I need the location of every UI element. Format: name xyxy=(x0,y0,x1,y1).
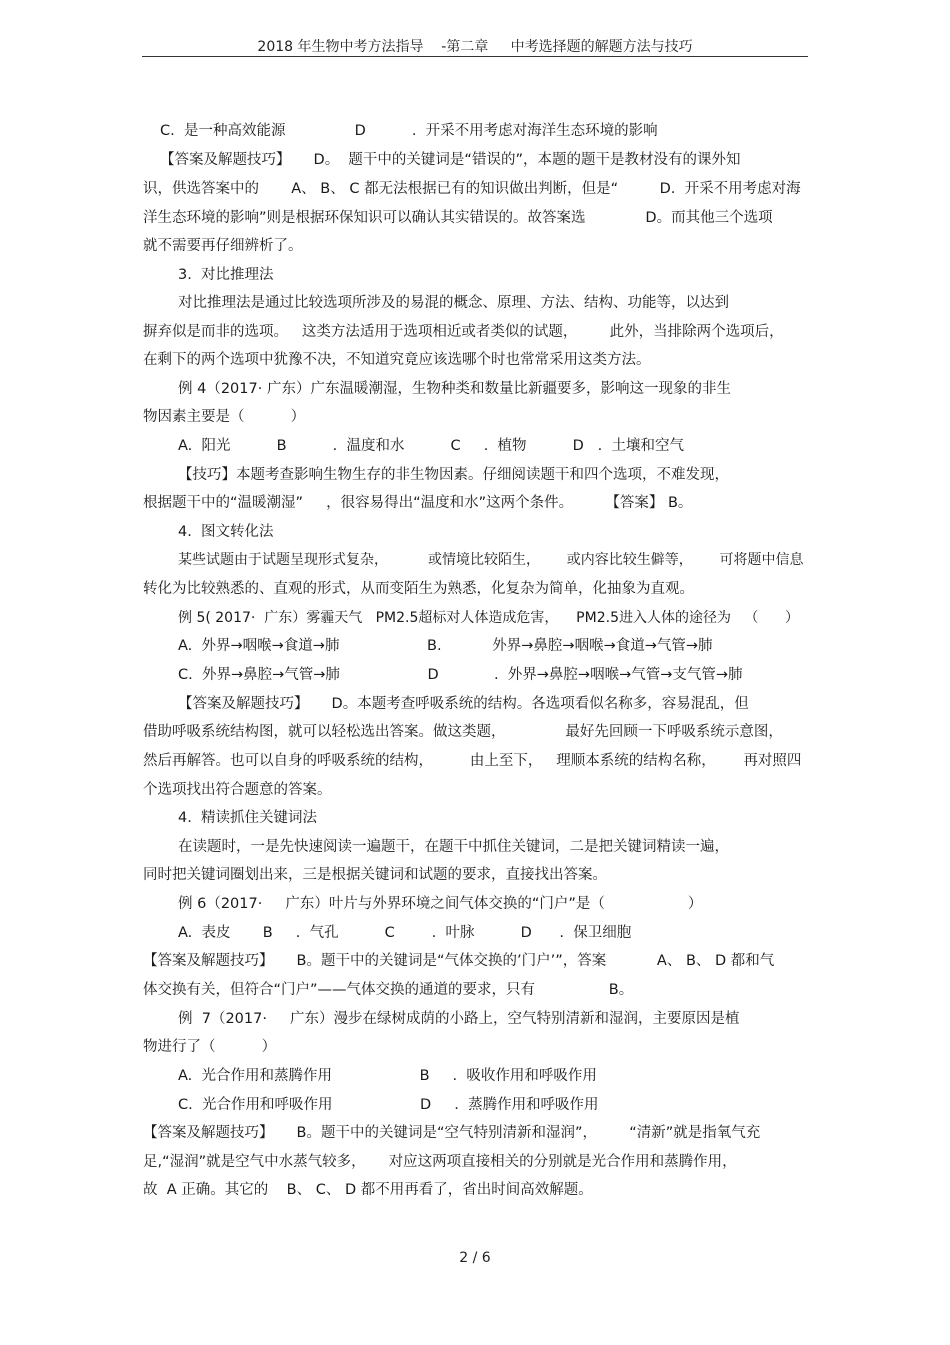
page-number: 2 / 6 xyxy=(459,1250,491,1266)
question-stem: 例 4（2017· 广东）广东温暖潮湿，生物种类和数量比新疆要多，影响这一现象的非生 xyxy=(178,381,731,397)
text-line: 【技巧】本题考查影响生物生存的非生物因素。仔细阅读题干和四个选项，不难发现， xyxy=(178,467,729,483)
question-options: C. 光合作用和呼吸作用 D . 蒸腾作用和呼吸作用 xyxy=(178,1097,599,1113)
text-line: 识，供选答案中的 A、 B、 C 都无法根据已有的知识做出判断，但是“ D. 开采不用考虑对海 xyxy=(143,181,801,197)
question-options: A. 阳光 B . 温度和水 C . 植物 D . 土壤和空气 xyxy=(178,438,684,454)
text-line: 摒弃似是而非的选项。 这类方法适用于选项相近或者类似的试题， 此外，当排除两个选项后， xyxy=(143,324,784,340)
text-line: 借助呼吸系统结构图，就可以轻松选出答案。做这类题， 最好先回顾一下呼吸系统示意图， xyxy=(143,724,783,740)
text-line: 【答案及解题技巧】 D。本题考查呼吸系统的结构。各选项看似名称多，容易混乱，但 xyxy=(178,696,749,712)
text-line: 【答案及解题技巧】 B。题干中的关键词是“气体交换的’门户’”，答案 A、 B、 D 都和气 xyxy=(143,953,775,969)
text-line: 同时把关键词圈划出来，三是根据关键词和试题的要求，直接找出答案。 xyxy=(143,867,607,883)
text-line: 转化为比较熟悉的、直观的形式，从而变陌生为熟悉，化复杂为简单，化抽象为直观。 xyxy=(143,581,694,597)
text-line: 【答案及解题技巧】 D。 题干中的关键词是“错误的”，本题的题干是教材没有的课外知 xyxy=(160,152,741,168)
text-line: 在读题时，一是先快速阅读一遍题干，在题干中抓住关键词，二是把关键词精读一遍， xyxy=(178,839,729,855)
text-line: 就不需要再仔细辨析了。 xyxy=(143,238,303,254)
question-stem: 例 7（2017· 广东）漫步在绿树成荫的小路上，空气特别清新和湿润，主要原因是植 xyxy=(178,1011,740,1027)
question-options: A. 外界→咽喉→食道→肺 B. 外界→鼻腔→咽喉→食道→气管→肺 xyxy=(178,638,713,654)
section-heading: 4. 精读抓住关键词法 xyxy=(178,810,318,826)
text-line: 【答案及解题技巧】 B。题干中的关键词是“空气特别清新和湿润”， “清新”就是指氧气充 xyxy=(143,1125,761,1141)
question-stem: 例 6（2017· 广东）叶片与外界环境之间气体交换的“门户”是（ ） xyxy=(178,896,703,912)
text-line: 足,“湿润”就是空气中水蒸气较多， 对应这两项直接相关的分别就是光合作用和蒸腾作用， xyxy=(143,1154,737,1170)
text-line: 根据题干中的“温暖潮湿” ，很容易得出“温度和水”这两个条件。 【答案】 B。 xyxy=(143,495,693,511)
question-options: A. 表皮 B . 气孔 C . 叶脉 D . 保卫细胞 xyxy=(178,925,632,941)
text-line: 在剩下的两个选项中犹豫不决，不知道究竟应该选哪个时也常常采用这类方法。 xyxy=(143,352,651,368)
text-line: 故 A 正确。其它的 B、 C、 D 都不用再看了，省出时间高效解题。 xyxy=(143,1182,593,1198)
text-line: 某些试题由于试题呈现形式复杂， 或情境比较陌生， 或内容比较生僻等， 可将题中信息 xyxy=(178,552,804,568)
header-rule xyxy=(142,56,808,57)
question-options: A. 光合作用和蒸腾作用 B . 吸收作用和呼吸作用 xyxy=(178,1068,597,1084)
text-line: 体交换有关，但符合“门户”——气体交换的通道的要求，只有 B。 xyxy=(143,982,634,998)
text-line: 洋生态环境的影响”则是根据环保知识可以确认其实错误的。故答案选 D。而其他三个选项 xyxy=(143,210,773,226)
question-options: C. 外界→鼻腔→气管→肺 D . 外界→鼻腔→咽喉→气管→支气管→肺 xyxy=(178,667,743,683)
section-heading: 4. 图文转化法 xyxy=(178,524,274,540)
text-line: C. 是一种高效能源 D . 开采不用考虑对海洋生态环境的影响 xyxy=(160,123,658,139)
question-stem: 例 5( 2017· 广东）雾霾天气 PM2.5超标对人体造成危害， PM2.5进入人体的途径为 （ ） xyxy=(178,610,800,626)
page-header: 2018 年生物中考方法指导 -第二章 中考选择题的解题方法与技巧 xyxy=(257,39,693,55)
question-stem: 物进行了（ ） xyxy=(143,1039,277,1055)
text-line: 对比推理法是通过比较选项所涉及的易混的概念、原理、方法、结构、功能等，以达到 xyxy=(178,295,729,311)
question-stem: 物因素主要是（ ） xyxy=(143,409,306,425)
text-line: 个选项找出符合题意的答案。 xyxy=(143,782,332,798)
section-heading: 3. 对比推理法 xyxy=(178,267,274,283)
text-line: 然后再解答。也可以自身的呼吸系统的结构， 由上至下， 理顺本系统的结构名称， 再对照四 xyxy=(143,753,802,769)
